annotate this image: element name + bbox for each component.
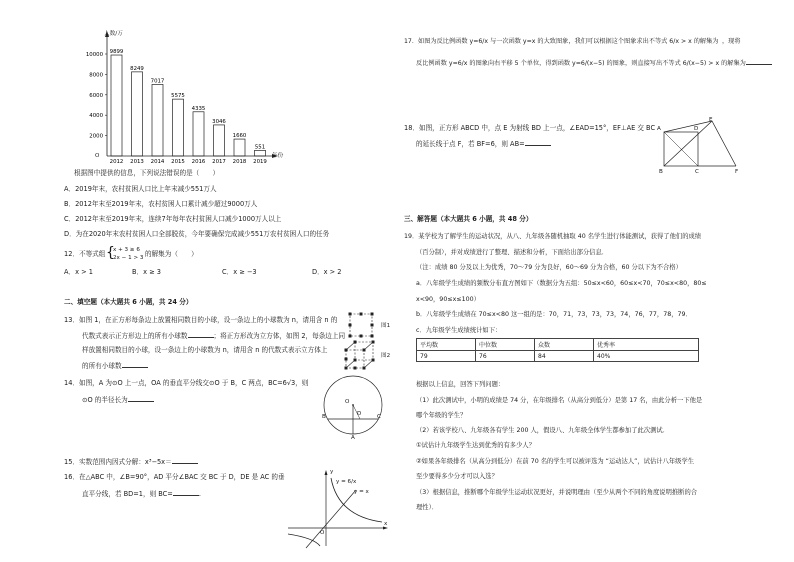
circle-point-c: C [377,414,381,420]
answer-line-4: ①试估计九年级学生达到优秀的有多少人？ [416,442,535,449]
q18-line1: 18．如图，正方形 ABCD 中，点 E 为射线 BD 上一点，∠EAD=15°，EF⊥AE 交 BC [404,124,656,132]
bar-2012 [111,55,122,156]
q12-line2: 2x − 1 > 3 [113,255,144,261]
bar-2013 [132,72,143,156]
table-header-excellent-rate: 优秀率 [594,339,699,351]
bar-2019 [255,150,266,156]
q19-b: b．八年级学生成绩在 70≤x<80 这一组的是：70，71，73，73，73，74，76，77，78，79． [416,311,692,318]
graph-y-axis-label: y [330,469,334,475]
q19-line4: x<90，90≤x≤100） [416,296,480,303]
q19-line2: （百分制），并对成绩进行了整理、描述和分析，下面给出部分信息． [416,249,609,256]
chart-unit-label: 人数/万 [104,31,123,37]
q16-line1: 16．在△ABC 中，∠B=90°，AD 平分∠BAC 交 BC 于 D，DE 是 AC 的垂 [64,473,285,481]
circle-point-a: A [351,435,355,441]
table-value-mean: 79 [417,351,476,362]
bar-chart [70,28,280,163]
answer-line-1: （1）此次测试中，小明的成绩是 74 分，在年级排名（从高分到低分）是第 17 名，由此分析一下他是 [416,397,703,404]
q13-line3: 样放置相同数目的小球，设一条边上的小球数为 n，请用含 n 的代数式表示立方体上 [82,346,328,354]
square-point-c: C [695,169,699,175]
q11-option-d: D．为在2020年末农村贫困人口全部脱贫，今年要确保完成减少551万农村贫困人口的任务 [64,230,330,238]
graph-x-axis-label: x [384,521,388,527]
bar-2015 [173,99,184,156]
circle-point-b: B [322,414,326,420]
q11-option-a: A．2019年末，农村贫困人口比上年末减少551万人 [64,185,217,193]
answer-line-2: 哪个年级的学生？ [416,412,467,419]
table-value-median: 76 [476,351,535,362]
bar-value-label: 9899 [109,49,124,56]
bar-value-label: 7017 [150,78,165,85]
q19-note: （注：成绩 80 分及以上为优秀，70～79 分为良好，60～69 分为合格，60 分以下为不合格） [416,264,682,271]
q12-prefix: 12．不等式组 [64,250,106,258]
q11-stem: 根据图中提供的信息，下列说法错误的是（ ） [74,169,220,177]
y-tick-label: 6000 [89,92,103,99]
q17-line2: 反比例函数 y=6/x 的图象向右平移 5 个单位，得到函数 y=6/(x−5) 的图象，则直接写出不等式 6/(x−5) > x 的解集为 [416,58,772,68]
circle-figure [322,374,384,440]
fig1-label: 图1 [381,323,391,329]
grade9-stats-table [416,338,699,362]
answer-line-7: （3）根据信息，推断哪个年级学生运动状况更好，并说明理由（至少从两个不同的角度说明推断的合 [416,489,698,496]
circle-point-o: O [345,399,350,405]
section-2-heading: 二、填空题（本大题共 6 小题，共 24 分） [64,298,193,306]
bar-2017 [214,125,225,156]
answer-line-8: 理性）． [416,504,439,511]
q11-option-b: B．2012年末至2019年末，农村贫困人口累计减少超过9000万人 [64,200,258,208]
square-point-a: A [657,126,661,132]
chart-x-unit-label: 年份 [272,153,284,159]
bar-value-label: 4335 [191,105,206,112]
y-tick-label: 2000 [89,133,103,140]
answer-line-6: 至少要得多少分才可以入选？ [416,473,498,480]
table-header-median: 中位数 [476,339,535,351]
q12-option-c: C．x ≥ −3 [222,268,257,276]
fig2-label: 图2 [381,353,391,359]
q12-option-a: A．x > 1 [64,268,93,276]
x-tick-label: 2016 [191,159,206,165]
bar-value-label: 5575 [171,93,185,100]
q12-line1: x + 3 ≥ 6 [113,247,140,253]
table-header-mean: 平均数 [417,339,476,351]
table-value-mode: 84 [535,351,594,362]
square-point-d: D [694,126,699,132]
answer-line-5: ②如果各年级排名（从高分到低分）在前 70 名的学生可以被评选为 “运动达人”，试估计八年级学生 [416,458,695,465]
q18-line2: 的延长线于点 F，若 BF=6，则 AB= [416,139,551,148]
x-tick-label: 2018 [232,159,247,165]
answer-line-0: 根据以上信息，回答下列问题： [416,381,505,388]
q19-c: c．九年级学生成绩统计如下： [416,327,502,334]
x-tick-label: 2013 [130,159,144,165]
q12-option-d: D．x > 2 [312,268,342,276]
circle-point-d: D [357,411,362,417]
q14-line2: ⊙O 的半径长为 [82,395,154,404]
y-tick-label: 4000 [89,113,103,120]
bar-value-label: 8249 [130,65,144,72]
q15-text: 15．实数范围内因式分解：x³−5x＝ [64,457,198,466]
q11-option-c: C．2012年末至2019年末，连续7年每年农村贫困人口减少1000万人以上 [64,215,282,223]
x-tick-label: 2015 [171,159,185,165]
bar-2018 [234,139,245,156]
q13-line2: 代数式表示正方形边上的所有小球数 ；将正方形改为立方体，如图 2，每条边上同 [82,332,346,340]
q17-line1-end: ，现将 [722,38,741,45]
bar-value-label: 3046 [212,118,226,125]
square-point-f: F [735,169,739,175]
chart-origin-label: O [95,153,100,159]
x-tick-label: 2014 [150,159,165,165]
x-tick-label: 2017 [212,159,226,165]
graph-curve-label: y = 6/x [336,479,357,485]
q19-line1: 19．某学校为了解学生的运动状况，从八、九年级各随机抽取 40 名学生进行体能测试，获得了他们的成绩 [404,233,702,240]
cube-balls-figure [343,340,377,370]
square-balls-figure [346,310,376,340]
q13-line4: 的所有小球数 [82,361,148,370]
answer-line-3: （2）若该学校八、九年级各有学生 200 人，假设八、九年级全体学生都参加了此次测试． [416,427,670,434]
graph-line-label: y = x [354,489,369,495]
square-abcd-figure [662,118,742,174]
q14-line1: 14．如图，A 为⊙O 上一点，OA 的垂直平分线交⊙O 于 B，C 两点，BC=6√3，则 [64,379,309,387]
q13-line1: 13．如图 1，在正方形每条边上放置相同数目的小球，设一条边上的小球数为 n，请用含 n 的 [64,316,338,324]
q19-line3: a．八年级学生成绩的频数分布直方图如下（数据分为五组：50≤x<60，60≤x<70，70≤x<80，80≤ [416,280,707,287]
q12-brace: { [106,245,115,261]
q12-option-b: B．x ≥ 3 [132,268,161,276]
q12-suffix: 的解集为（ ） [145,250,198,258]
bar-value-label: 1660 [232,133,247,140]
q17-line1: 17．如图为反比例函数 y=6/x 与一次函数 y=x 的大致图象，我们可以根据这个图象求出不等式 6/x > x 的解集为 [404,38,719,45]
square-point-e: E [709,117,713,123]
graph-origin-label: O [320,530,325,536]
y-tick-label: 10000 [85,52,103,58]
square-point-b: B [659,169,663,175]
table-value-excellent-rate: 40% [594,351,699,362]
bar-2014 [152,84,163,156]
x-tick-label: 2012 [109,159,124,165]
y-tick-label: 8000 [89,72,103,79]
section-3-heading: 三、解答题（本大题共 6 小题，共 48 分） [404,215,533,223]
q16-line2: 直平分线，若 BD=1，则 BC= . [82,490,201,498]
bar-2016 [193,112,204,156]
x-tick-label: 2019 [253,159,267,165]
table-header-mode: 众数 [535,339,594,351]
bar-value-label: 551 [254,144,266,151]
